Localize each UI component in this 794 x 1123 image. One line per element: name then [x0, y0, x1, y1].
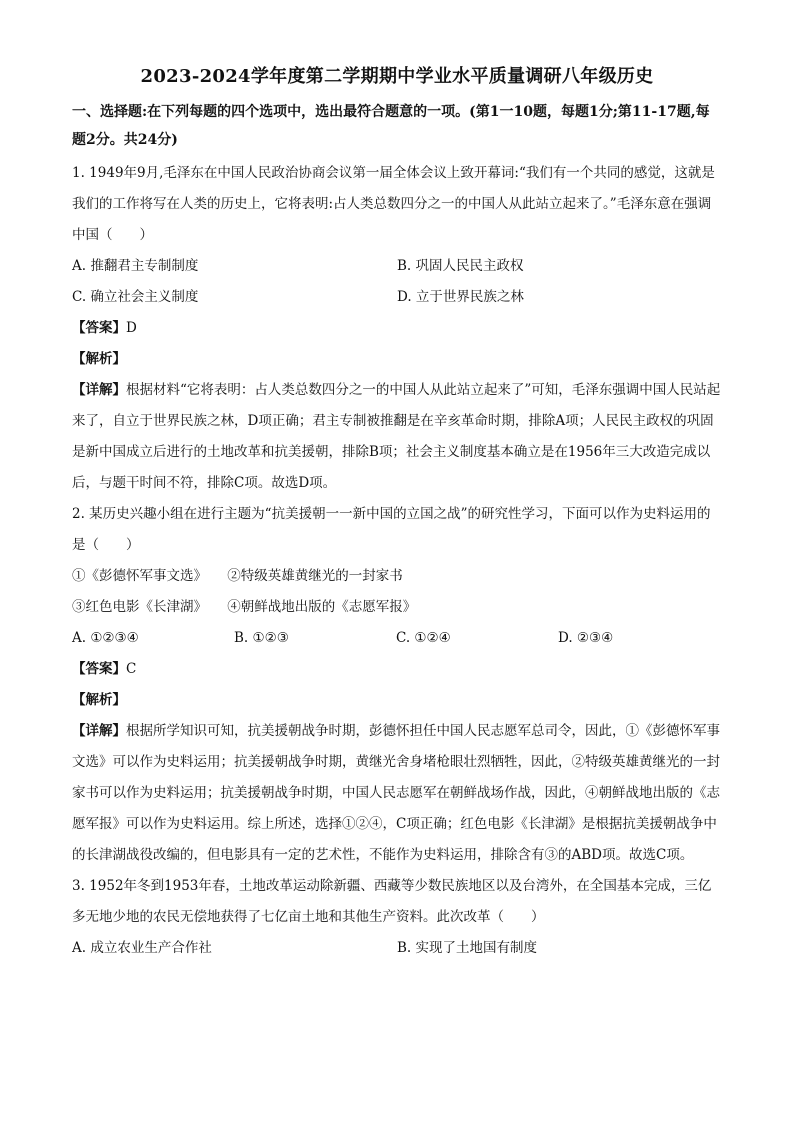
detail-text: 根据材料“它将表明：占人类总数四分之一的中国人从此站立起来了”可知，毛泽东强调中国人民站起来了，自立于世界民族之林，D项正确；君主专制被推翻是在辛亥革命时期，排除A项；人民民主政权的巩固是新中国成立后进行的土地改革和抗美援朝，排除B项；社会主义制度基本确立是在1956年三大改造完成以后，与题干时间不符，排除C项。故选D项。: [72, 382, 721, 491]
option-b: B. 巩固人民民主政权: [397, 258, 524, 274]
answer-line: [72, 313, 722, 344]
answer-line: [72, 654, 722, 685]
section-header: 一、选择题:在下列每题的四个选项中，选出最符合题意的一项。(第1一10题，每题1分;第11-17题,每题2分。共24分): [72, 104, 710, 148]
option-a: A. ①②③④: [72, 630, 139, 646]
source-line-1: ①《彭德怀军事文选》 ②特级英雄黄继光的一封家书: [72, 568, 403, 584]
question-2-options: [72, 623, 722, 654]
question-2: [72, 499, 722, 871]
detail-paragraph: [72, 375, 722, 499]
detail-tag: 【详解】: [72, 723, 126, 739]
question-3-stem: 3. 1952年冬到1953年春，土地改革运动除新疆、西藏等少数民族地区以及台湾外，在全国基本完成，三亿多无地少地的农民无偿地获得了七亿亩土地和其他生产资料。此次改革（ ）: [72, 878, 712, 925]
option-d: D. ②③④: [558, 630, 614, 646]
question-3: [72, 871, 722, 964]
question-2-stem: 2. 某历史兴趣小组在进行主题为“抗美援朝一一新中国的立国之战”的研究性学习，下面可以作为史料运用的是（ ）: [72, 506, 711, 553]
option-b: B. ①②③: [234, 630, 289, 646]
detail-tag: 【详解】: [72, 382, 126, 398]
option-c: C. ①②④: [396, 630, 451, 646]
detail-text: 根据所学知识可知，抗美援朝战争时期，彭德怀担任中国人民志愿军总司令，因此，①《彭德怀军事文选》可以作为史料运用；抗美援朝战争时期，黄继光舍身堵枪眼壮烈牺牲，因此，②特级英雄黄继光的一封家书可以作为史料运用；抗美援朝战争时期，中国人民志愿军在朝鲜战场作战，因此，④朝鲜战地出版的《志愿军报》可以作为史料运用。综上所述，选择①②④，C项正确；红色电影《长津湖》是根据抗美援朝战争中的长津湖战役改编的，但电影具有一定的艺术性，不能作为史料运用，排除含有③的ABD项。故选C项。: [72, 723, 720, 863]
question-1-stem: 1. 1949年9月,毛泽东在中国人民政治协商会议第一届全体会议上致开幕词:“我们有一个共同的感觉，这就是我们的工作将写在人类的历史上，它将表明:占人类总数四分之一的中国人从此站立起来了。”毛泽东意在强调中国（ ）: [72, 165, 715, 243]
option-b: B. 实现了土地国有制度: [397, 940, 538, 956]
source-line-2: ③红色电影《长津湖》 ④朝鲜战地出版的《志愿军报》: [72, 599, 417, 615]
document-page: [72, 62, 722, 964]
question-1: [72, 158, 722, 499]
option-a: A. 推翻君主专制制度: [72, 258, 199, 274]
answer-value: D: [126, 320, 137, 336]
detail-paragraph: [72, 716, 722, 871]
option-c: C. 确立社会主义制度: [72, 289, 199, 305]
option-d: D. 立于世界民族之林: [397, 289, 524, 305]
analysis-tag: 【解析】: [72, 351, 126, 367]
question-1-options: [72, 251, 722, 313]
analysis-tag: 【解析】: [72, 692, 126, 708]
option-a: A. 成立农业生产合作社: [72, 940, 212, 956]
answer-tag: 【答案】: [72, 320, 126, 336]
question-3-options: [72, 933, 722, 964]
page-title: 2023-2024学年度第二学期期中学业水平质量调研八年级历史: [140, 66, 654, 87]
answer-tag: 【答案】: [72, 661, 126, 677]
answer-value: C: [126, 661, 137, 677]
